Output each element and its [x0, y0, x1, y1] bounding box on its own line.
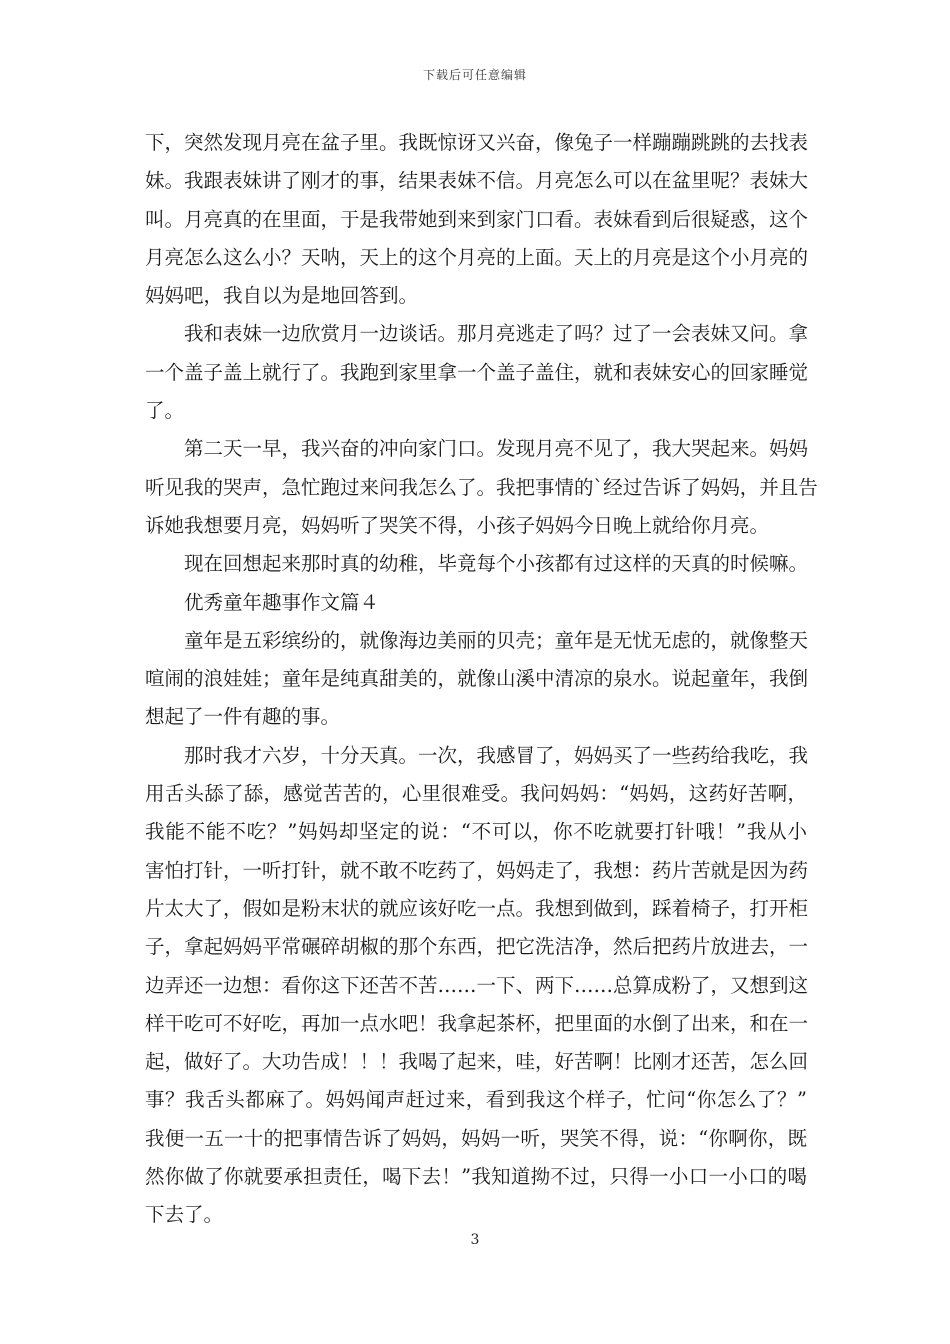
text-line: 了。 [145, 399, 185, 423]
paragraph [145, 545, 807, 583]
page-number: 3 [470, 1232, 480, 1248]
text-line: 起，做好了。大功告成！！！我喝了起来，哇，好苦啊！比刚才还苦，怎么回 [145, 1050, 809, 1074]
text-line: 妈妈吧，我自以为是地回答到。 [145, 284, 419, 308]
text-line: 事？我舌头都麻了。妈妈闻声赶过来，看到我这个样子，忙问“你怎么了？” [145, 1088, 807, 1112]
document-body [145, 124, 818, 1235]
text-line: 我便一五一十的把事情告诉了妈妈，妈妈一听，哭笑不得，说：“你啊你，既 [145, 1126, 807, 1150]
text-line: 片太大了，假如是粉末状的就应该好吃一点。我想到做到，踩着椅子，打开柜 [145, 896, 809, 920]
text-line: 第二天一早，我兴奋的冲向家门口。发现月亮不见了，我大哭起来。妈妈 [184, 437, 809, 461]
text-line: 妹。我跟表妹讲了刚才的事，结果表妹不信。月亮怎么可以在盆里呢？表妹大 [145, 169, 809, 193]
text-line: 诉她我想要月亮，妈妈听了哭笑不得，小孩子妈妈今日晚上就给你月亮。 [145, 513, 770, 537]
text-line: 现在回想起来那时真的幼稚，毕竟每个小孩都有过这样的天真的时候嘛。 [184, 552, 809, 576]
text-line: 边弄还一边想：看你这下还苦不苦……一下、两下……总算成粉了，又想到这 [145, 973, 809, 997]
text-line: 下去了。 [145, 1203, 224, 1227]
text-line: 我和表妹一边欣赏月一边谈话。那月亮逃走了吗？过了一会表妹又问。拿 [184, 322, 809, 346]
text-line: 样干吃可不好吃，再加一点水吧！我拿起茶杯，把里面的水倒了出来，和在一 [145, 1011, 809, 1035]
text-line: 下，突然发现月亮在盆子里。我既惊讶又兴奋，像兔子一样蹦蹦跳跳的去找表 [145, 131, 809, 154]
text-line: 优秀童年趣事作文篇４ [184, 590, 380, 614]
text-line: 用舌头舔了舔，感觉苦苦的，心里很难受。我问妈妈：“妈妈，这药好苦啊， [145, 782, 807, 806]
text-line: 喧闹的浪娃娃；童年是纯真甜美的，就像山溪中清凉的泉水。说起童年，我倒 [145, 667, 809, 691]
page-header: 下载后可任意编辑 [422, 68, 527, 82]
text-line: 子，拿起妈妈平常碾碎胡椒的那个东西，把它洗洁净，然后把药片放进去，一 [145, 935, 809, 959]
text-line: 那时我才六岁，十分天真。一次，我感冒了，妈妈买了一些药给我吃，我 [184, 743, 809, 767]
paragraph [145, 315, 807, 430]
text-line: 然你做了你就要承担责任，喝下去！”我知道拗不过，只得一小口一小口的喝 [145, 1165, 807, 1189]
paragraph [145, 737, 807, 1235]
text-line: 一个盖子盖上就行了。我跑到家里拿一个盖子盖住，就和表妹安心的回家睡觉 [145, 360, 809, 384]
text-line: 想起了一件有趣的事。 [145, 705, 341, 729]
paragraph [145, 584, 807, 622]
paragraph [145, 124, 807, 315]
text-line: 月亮怎么这么小？天呐，天上的这个月亮的上面。天上的月亮是这个小月亮的 [145, 245, 809, 269]
text-line: 听见我的哭声，急忙跑过来问我怎么了。我把事情的`经过告诉了妈妈，并且告 [145, 475, 818, 499]
text-line: 童年是五彩缤纷的，就像海边美丽的贝壳；童年是无忧无虑的，就像整天 [184, 628, 809, 652]
text-line: 我能不能不吃？”妈妈却坚定的说：“不可以，你不吃就要打针哦！”我从小 [145, 820, 807, 844]
paragraph [145, 430, 818, 545]
paragraph [145, 622, 807, 737]
text-line: 叫。月亮真的在里面，于是我带她到来到家门口看。表妹看到后很疑惑，这个 [145, 207, 809, 231]
text-line: 害怕打针，一听打针，就不敢不吃药了，妈妈走了，我想：药片苦就是因为药 [145, 858, 809, 882]
